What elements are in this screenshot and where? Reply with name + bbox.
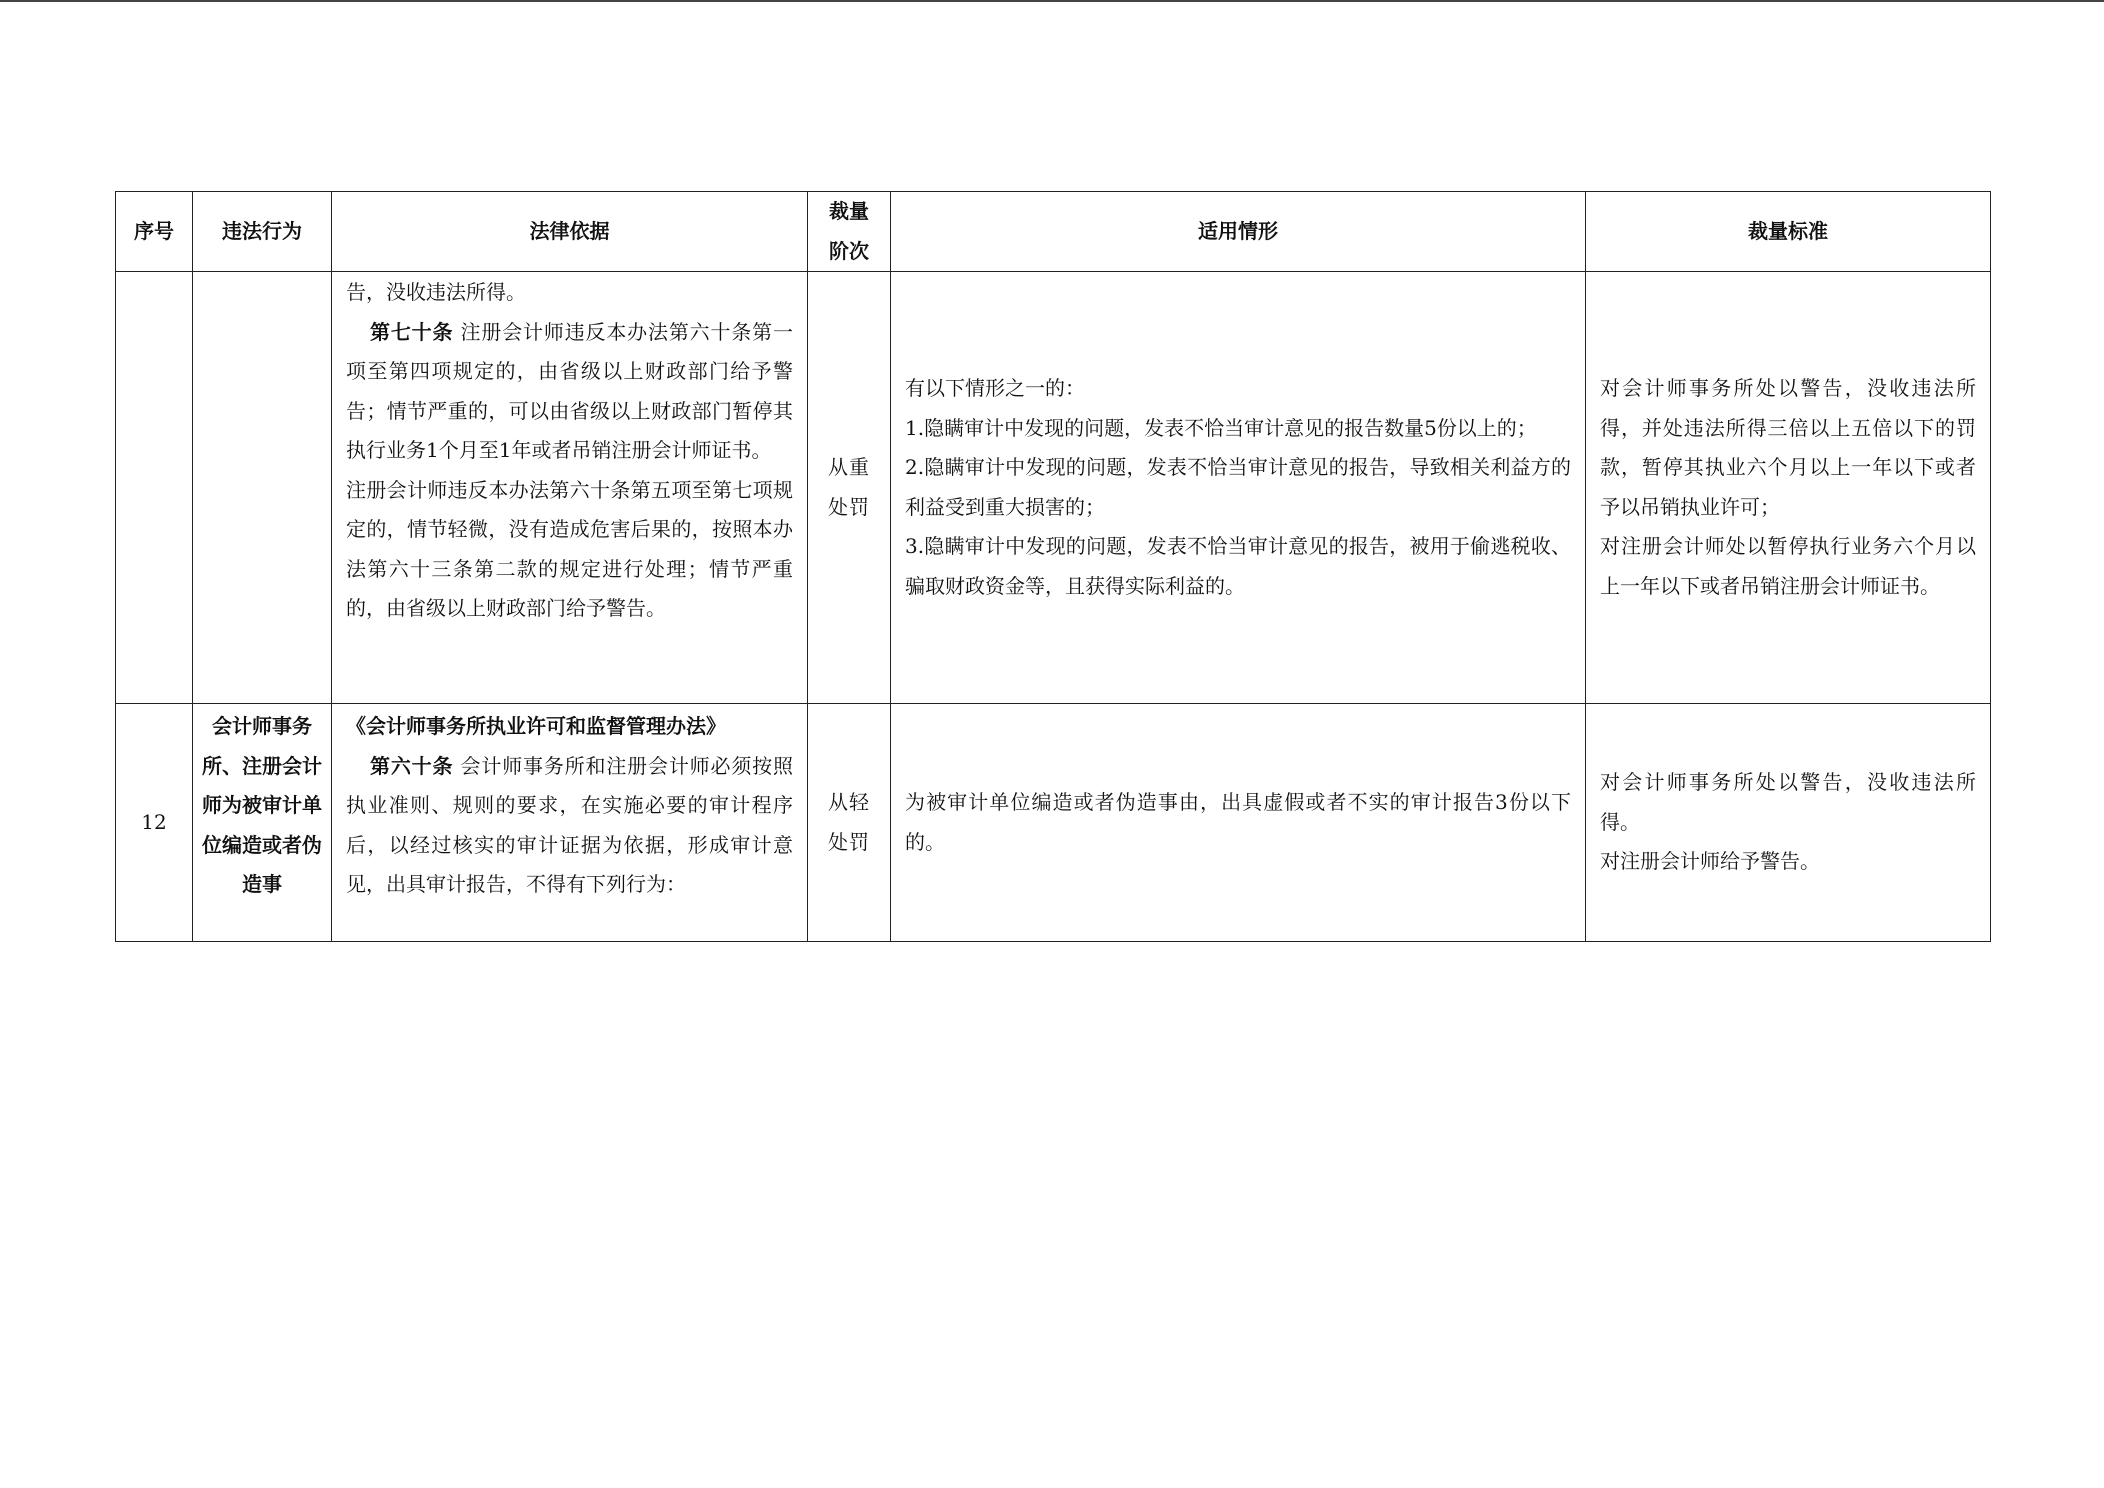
standard-cell (1586, 704, 1991, 942)
table-row (116, 704, 1991, 942)
level-line2: 处罚 (828, 829, 870, 854)
table-header-row (116, 192, 1991, 272)
header-basis: 法律依据 (332, 192, 808, 272)
basis-cell (332, 272, 808, 704)
article-title: 第七十条 (370, 319, 454, 344)
basis-article-paragraph (346, 313, 793, 471)
standard-line-1: 对注册会计师给予警告。 (1600, 849, 1820, 874)
behavior-cell: 会计师事务所、注册会计师为被审计单位编造或者伪造事 (193, 704, 332, 942)
basis-paragraph-2: 注册会计师违反本办法第六十条第五项至第七项规定的，情节轻微，没有造成危害后果的，按照本办法第六十三条第二款的规定进行处理；情节严重的，由省级以上财政部门给予警告。 (346, 477, 793, 620)
header-level-line1: 裁量 (829, 199, 869, 223)
article-text: 会计师事务所和注册会计师必须按照执业准则、规则的要求，在实施必要的审计程序后，以经过核实的审计证据为依据，形成审计意见，出具审计报告，不得有下列行为： (346, 753, 794, 896)
header-behavior: 违法行为 (193, 192, 332, 272)
situation-line-2: 2.隐瞒审计中发现的问题，发表不恰当审计意见的报告，导致相关利益方的利益受到重大损害的； (905, 455, 1571, 519)
header-level (808, 192, 891, 272)
standard-cell (1586, 272, 1991, 704)
situation-cell: 为被审计单位编造或者伪造事由，出具虚假或者不实的审计报告3份以下的。 (891, 704, 1586, 942)
behavior-cell (193, 272, 332, 704)
basis-article-paragraph (346, 747, 793, 905)
standard-line-1: 对注册会计师处以暂停执行业务六个月以上一年以下或者吊销注册会计师证书。 (1600, 534, 1976, 598)
discretion-standard-table (115, 191, 1991, 942)
situation-line-1: 1.隐瞒审计中发现的问题，发表不恰当审计意见的报告数量5份以上的； (905, 415, 1537, 440)
header-standard: 裁量标准 (1586, 192, 1991, 272)
article-title: 第六十条 (370, 753, 454, 778)
header-situation: 适用情形 (891, 192, 1586, 272)
article-text: 注册会计师违反本办法第六十条第一项至第四项规定的，由省级以上财政部门给予警告；情节严重的，可以由省级以上财政部门暂停其执行业务1个月至1年或者吊销注册会计师证书。 (346, 319, 794, 462)
standard-line-0: 对会计师事务所处以警告，没收违法所得，并处违法所得三倍以上五倍以下的罚款，暂停其执业六个月以上一年以下或者予以吊销执业许可； (1600, 376, 1976, 519)
level-line2: 处罚 (828, 494, 870, 519)
standard-line-0: 对会计师事务所处以警告，没收违法所得。 (1600, 770, 1976, 834)
page-top-border (0, 0, 2104, 2)
level-cell (808, 704, 891, 942)
situation-line-3: 3.隐瞒审计中发现的问题，发表不恰当审计意见的报告，被用于偷逃税收、骗取财政资金等，且获得实际利益的。 (905, 534, 1571, 598)
seq-cell: 12 (116, 704, 193, 942)
situation-cell (891, 272, 1586, 704)
situation-line-0: 有以下情形之一的： (905, 376, 1085, 400)
header-seq: 序号 (116, 192, 193, 272)
header-level-line2: 阶次 (829, 238, 869, 263)
level-line1: 从轻 (828, 790, 870, 814)
level-line1: 从重 (828, 455, 870, 479)
basis-lead-text: 告，没收违法所得。 (346, 280, 526, 304)
seq-cell (116, 272, 193, 704)
table-row (116, 272, 1991, 704)
law-title: 《会计师事务所执业许可和监督管理办法》 (346, 714, 726, 738)
level-cell (808, 272, 891, 704)
basis-cell (332, 704, 808, 942)
